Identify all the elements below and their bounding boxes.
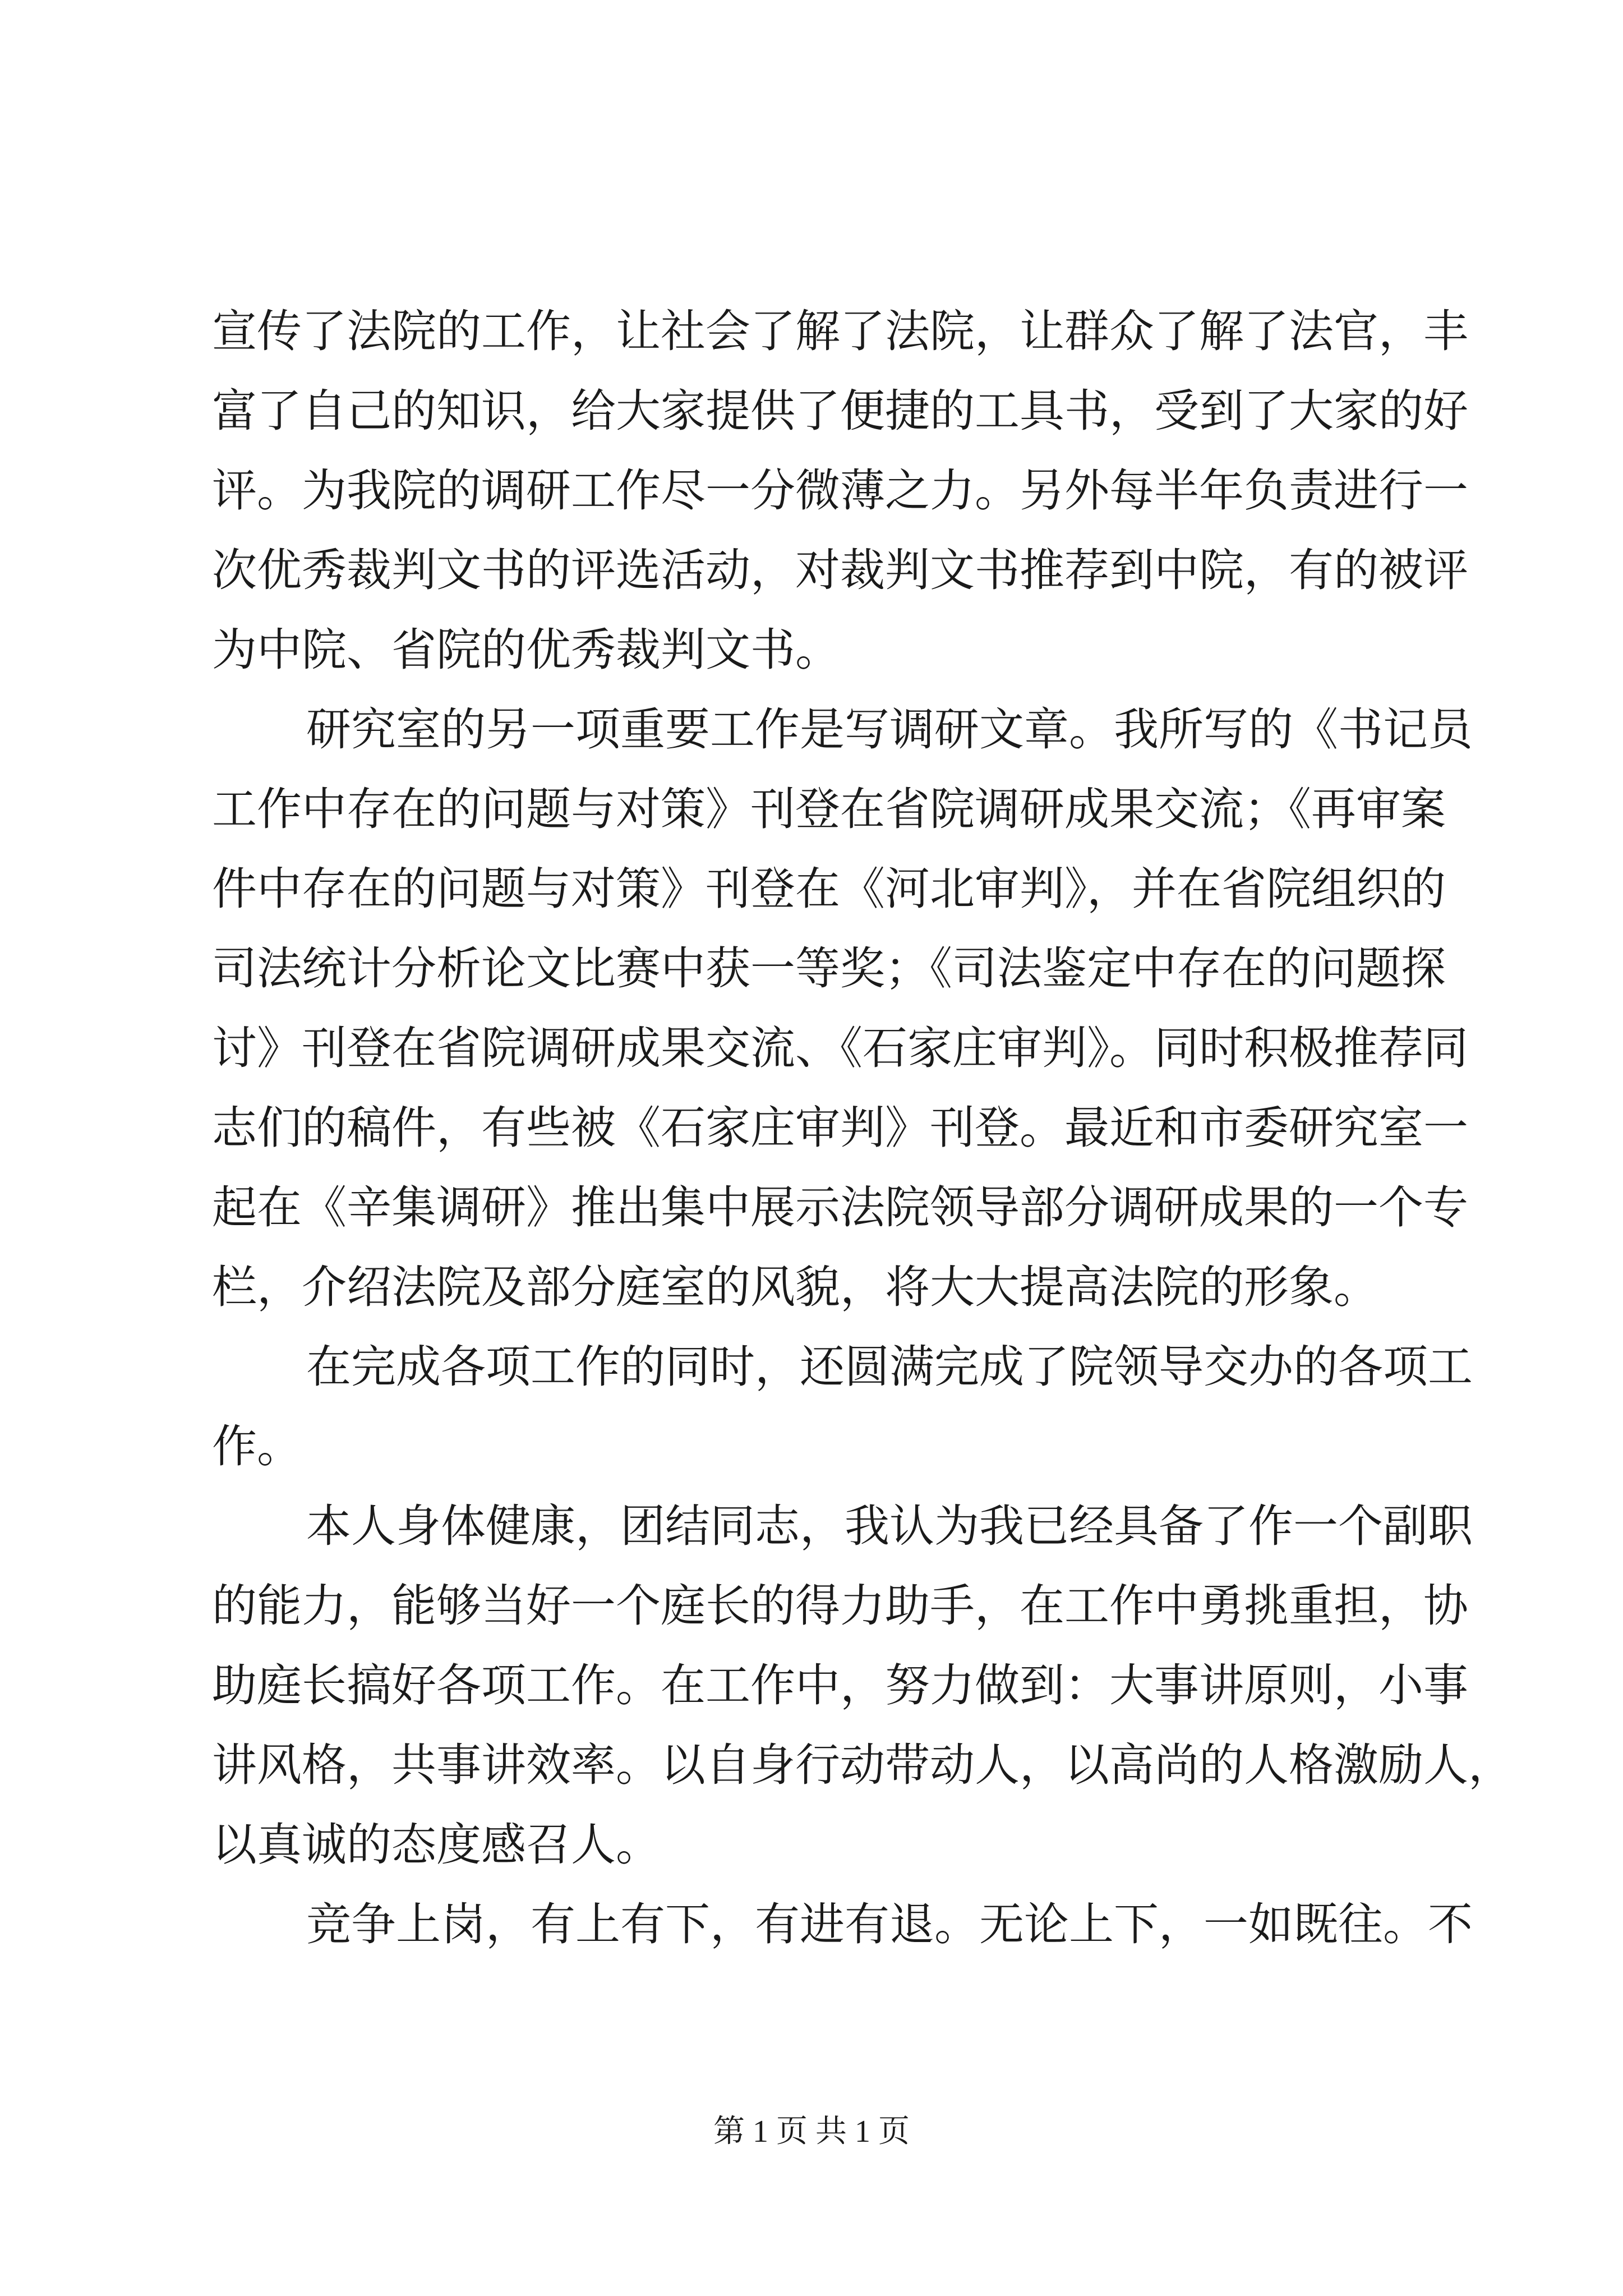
text-line: 作。 — [212, 1420, 302, 1473]
text-line: 宣传了法院的工作，让社会了解了法院，让群众了解了法官，丰 — [212, 305, 1468, 357]
text-line: 为中院、省院的优秀裁判文书。 — [212, 624, 840, 676]
text-line: 起在《辛集调研》推出集中展示法院领导部分调研成果的一个专 — [212, 1181, 1468, 1234]
text-line: 竞争上岗，有上有下，有进有退。无论上下，一如既往。不 — [306, 1898, 1473, 1950]
page-footer: 第 1 页 共 1 页 — [713, 2114, 910, 2149]
text-line: 本人身体健康，团结同志，我认为我已经具备了作一个副职 — [306, 1500, 1473, 1552]
paragraph-5 — [212, 1885, 1473, 1964]
text-line: 在完成各项工作的同时，还圆满完成了院领导交办的各项工 — [306, 1341, 1473, 1393]
paragraph-4 — [212, 1487, 1513, 1885]
text-line: 件中存在的问题与对策》刊登在《河北审判》，并在省院组织的 — [212, 863, 1446, 915]
document-body — [212, 292, 1513, 1964]
text-line: 的能力，能够当好一个庭长的得力助手，在工作中勇挑重担，协 — [212, 1580, 1468, 1632]
text-line: 富了自己的知识，给大家提供了便捷的工具书，受到了大家的好 — [212, 385, 1468, 437]
text-line: 司法统计分析论文比赛中获一等奖；《司法鉴定中存在的问题探 — [212, 942, 1446, 995]
text-line: 讲风格，共事讲效率。以自身行动带动人，以高尚的人格激励人， — [212, 1739, 1513, 1791]
paragraph-1 — [212, 292, 1468, 690]
text-line: 讨》刊登在省院调研成果交流、《石家庄审判》。同时积极推荐同 — [212, 1022, 1468, 1074]
text-line: 志们的稿件，有些被《石家庄审判》刊登。最近和市委研究室一 — [212, 1102, 1468, 1154]
paragraph-3 — [212, 1327, 1473, 1487]
text-line: 次优秀裁判文书的评选活动，对裁判文书推荐到中院，有的被评 — [212, 544, 1468, 596]
text-line: 助庭长搞好各项工作。在工作中，努力做到：大事讲原则，小事 — [212, 1659, 1468, 1711]
paragraph-2 — [212, 690, 1473, 1327]
text-line: 以真诚的态度感召人。 — [212, 1819, 661, 1871]
text-line: 工作中存在的问题与对策》刊登在省院调研成果交流；《再审案 — [212, 783, 1446, 835]
text-line: 栏，介绍法院及部分庭室的风貌，将大大提高法院的形象。 — [212, 1261, 1378, 1313]
text-line: 评。为我院的调研工作尽一分微薄之力。另外每半年负责进行一 — [212, 464, 1468, 517]
text-line: 研究室的另一项重要工作是写调研文章。我所写的《书记员 — [306, 703, 1473, 756]
